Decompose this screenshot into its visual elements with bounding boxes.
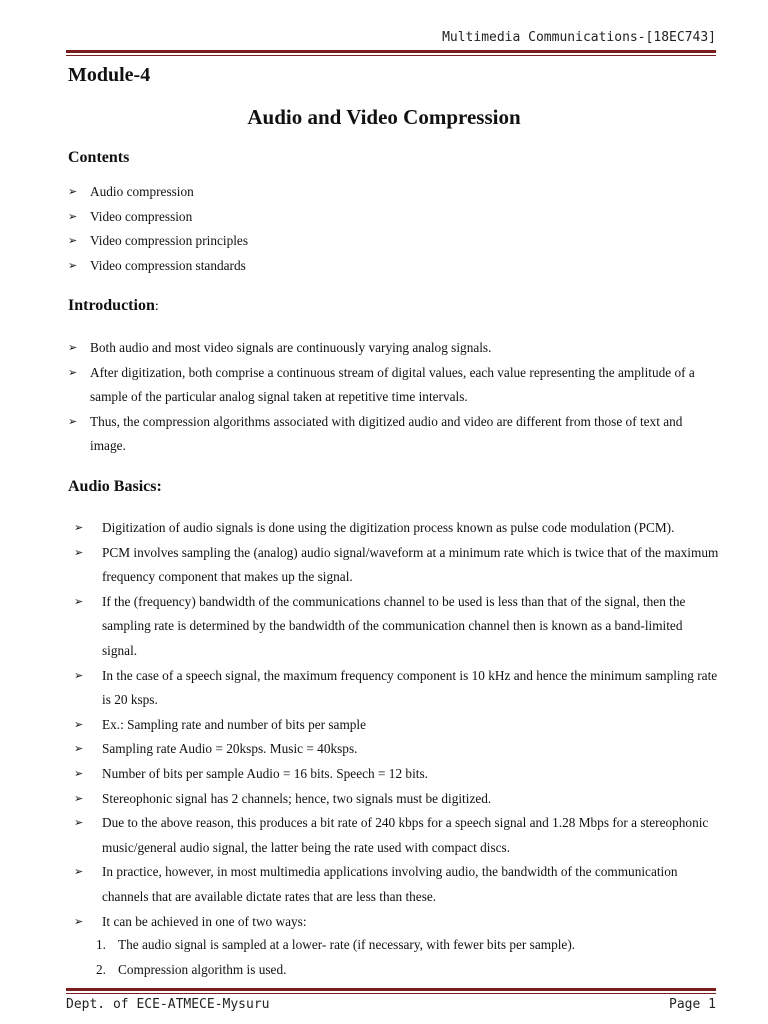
list-item: 2. Compression algorithm is used.	[96, 961, 287, 977]
arrow-bullet-icon: ➢	[74, 743, 84, 756]
numbered-list	[96, 933, 720, 982]
list-item: ➢ Video compression standards	[68, 254, 708, 279]
running-header: Multimedia Communications-[18EC743]	[442, 30, 716, 45]
arrow-bullet-icon: ➢	[74, 792, 84, 805]
arrow-bullet-icon: ➢	[74, 669, 84, 682]
list-item: ➢ If the (frequency) bandwidth of the communications channel to be used is less than that of the signal, then the sampling rate is determined by the bandwidth of the communication channel then is known as a band-limited signal.	[74, 590, 720, 664]
introduction-list	[68, 336, 720, 459]
introduction-heading: Introduction:	[68, 297, 159, 314]
arrow-bullet-icon: ➢	[74, 866, 84, 879]
header-rule	[66, 50, 716, 56]
page-number: Page 1	[669, 997, 716, 1012]
list-item: ➢ Ex.: Sampling rate and number of bits per sample	[74, 713, 720, 738]
module-label: Module-4	[68, 64, 151, 86]
list-item: ➢ Sampling rate Audio = 20ksps. Music = 40ksps.	[74, 737, 720, 762]
page-title: Audio and Video Compression	[247, 105, 521, 129]
arrow-bullet-icon: ➢	[74, 767, 84, 780]
list-item: ➢ In the case of a speech signal, the maximum frequency component is 10 kHz and hence the minimum sampling rate is 20 ksps.	[74, 664, 720, 713]
arrow-bullet-icon: ➢	[74, 718, 84, 731]
contents-list	[68, 180, 708, 279]
arrow-bullet-icon: ➢	[68, 260, 78, 273]
list-item: ➢ Number of bits per sample Audio = 16 bits. Speech = 12 bits.	[74, 762, 720, 787]
arrow-bullet-icon: ➢	[74, 595, 84, 608]
list-item: ➢ PCM involves sampling the (analog) audio signal/waveform at a minimum rate which is twice that of the maximum frequency component that makes up the signal.	[74, 541, 720, 590]
list-item: ➢ After digitization, both comprise a continuous stream of digital values, each value representing the amplitude of a sample of the particular analog signal taken at repetitive time intervals.	[68, 361, 720, 410]
contents-heading: Contents	[68, 149, 130, 166]
arrow-bullet-icon: ➢	[68, 235, 78, 248]
list-item: ➢ Stereophonic signal has 2 channels; hence, two signals must be digitized.	[74, 787, 720, 812]
list-item: 1. The audio signal is sampled at a lower- rate (if necessary, with fewer bits per sample).	[96, 937, 576, 952]
audio-basics-list	[74, 516, 720, 934]
arrow-bullet-icon: ➢	[68, 186, 78, 198]
arrow-bullet-icon: ➢	[68, 415, 78, 428]
arrow-bullet-icon: ➢	[68, 210, 78, 223]
footer-department: Dept. of ECE-ATMECE-Mysuru	[66, 997, 270, 1012]
audio-basics-heading: Audio Basics:	[68, 478, 162, 495]
list-item: ➢ Thus, the compression algorithms associated with digitized audio and video are different from those of text and image.	[68, 410, 720, 459]
arrow-bullet-icon: ➢	[74, 915, 84, 928]
arrow-bullet-icon: ➢	[74, 522, 84, 534]
arrow-bullet-icon: ➢	[68, 342, 78, 354]
arrow-bullet-icon: ➢	[68, 366, 78, 379]
list-item: ➢ Both audio and most video signals are continuously varying analog signals.	[68, 336, 720, 361]
footer-rule	[66, 988, 716, 994]
list-item: ➢ Video compression principles	[68, 229, 708, 254]
list-item: ➢ Due to the above reason, this produces a bit rate of 240 kbps for a speech signal and 1.28 Mbps for a stereophonic music/general audio signal, the latter being the rate used with compact discs.	[74, 811, 720, 860]
arrow-bullet-icon: ➢	[74, 817, 84, 830]
list-item: ➢ Audio compression	[68, 180, 708, 205]
arrow-bullet-icon: ➢	[74, 546, 84, 559]
list-item: ➢ Video compression	[68, 205, 708, 230]
list-item: ➢ Digitization of audio signals is done using the digitization process known as pulse code modulation (PCM).	[74, 516, 720, 541]
list-item: ➢ It can be achieved in one of two ways:	[74, 910, 720, 935]
list-item: ➢ In practice, however, in most multimedia applications involving audio, the bandwidth of the communication channels that are available dictate rates that are less than these.	[74, 860, 720, 909]
